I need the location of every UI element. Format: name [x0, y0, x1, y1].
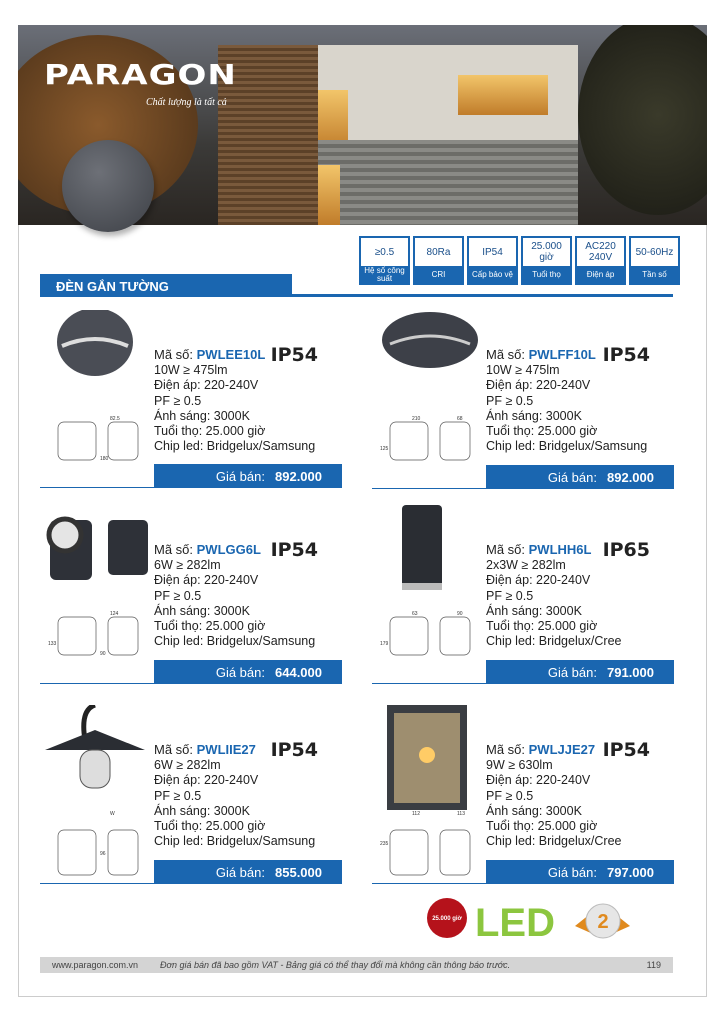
dimension-label: 179: [380, 641, 389, 647]
product-voltage: Điện áp: 220-240V: [154, 773, 259, 788]
product-chip: Chip led: Bridgelux/Samsung: [486, 439, 648, 454]
dimension-label: 124: [110, 611, 119, 617]
card-divider: [40, 683, 342, 684]
product-image: [40, 310, 152, 495]
ip-rating: IP54: [602, 739, 650, 761]
product-pf: PF ≥ 0.5: [154, 588, 202, 603]
card-divider: [372, 488, 674, 489]
card-divider: [372, 883, 674, 884]
product-code: Mã số: PWLIIE27: [154, 742, 256, 758]
spec-frequency: 50-60Hz Tần số: [629, 236, 680, 285]
spec-protection: IP54 Cấp bảo vệ: [467, 236, 518, 285]
product-code: Mã số: PWLEE10L: [154, 347, 266, 363]
paragon-logo: PARAGON: [44, 59, 237, 91]
section-title: ĐÈN GẮN TƯỜNG: [40, 274, 292, 296]
dimension-label: 63: [412, 611, 418, 617]
product-power: 10W ≥ 475lm: [154, 363, 228, 377]
wall-lamp-image: [62, 140, 154, 232]
dimension-label: 113: [457, 811, 465, 817]
product-chip: Chip led: Bridgelux/Cree: [486, 834, 622, 849]
dimension-label: 68: [457, 416, 463, 422]
product-light: Ánh sáng: 3000K: [486, 603, 582, 618]
price-value: 791.000: [607, 664, 654, 680]
badges: [425, 896, 675, 946]
product-code: Mã số: PWLGG6L: [154, 542, 261, 558]
product-image: [372, 705, 484, 890]
dimension-label: 210: [412, 416, 421, 422]
product-card: [40, 505, 342, 695]
product-image: [40, 505, 152, 690]
svg-text:2: 2: [597, 911, 609, 933]
product-chip: Chip led: Bridgelux/Samsung: [154, 439, 316, 454]
spec-voltage: AC220 240V Điện áp: [575, 236, 626, 285]
svg-text:25.000 giờ: 25.000 giờ: [432, 916, 462, 922]
product-power: 10W ≥ 475lm: [486, 363, 560, 377]
product-power: 9W ≥ 630lm: [486, 758, 553, 772]
dimension-label: 180: [100, 456, 109, 462]
product-specs: [154, 539, 342, 650]
dimension-label: 82.5: [110, 416, 120, 422]
product-card: [40, 310, 342, 500]
product-voltage: Điện áp: 220-240V: [486, 773, 591, 788]
price-value: 644.000: [275, 664, 322, 680]
product-card: [372, 705, 674, 895]
product-light: Ánh sáng: 3000K: [486, 408, 582, 423]
ip-rating: IP65: [602, 539, 650, 561]
price-value: 797.000: [607, 864, 654, 880]
spec-summary: [359, 236, 680, 285]
product-pf: PF ≥ 0.5: [486, 588, 534, 603]
technical-drawing: [390, 617, 470, 655]
product-specs: [486, 344, 674, 455]
product-chip: Chip led: Bridgelux/Samsung: [154, 634, 316, 649]
product-code: Mã số: PWLJJE27: [486, 742, 596, 758]
technical-drawing: [58, 830, 138, 875]
dimension-label: 133: [48, 641, 57, 647]
spec-lifetime: 25.000 giờ Tuổi thọ: [521, 236, 572, 285]
price-bar: Giá bán: 644.000: [154, 660, 342, 684]
price-bar: Giá bán: 791.000: [486, 660, 674, 684]
product-voltage: Điện áp: 220-240V: [486, 378, 591, 393]
house-image: [218, 45, 578, 225]
price-bar: Giá bán: 855.000: [154, 860, 342, 884]
technical-drawing: [390, 422, 470, 460]
price-bar: Giá bán: 892.000: [486, 465, 674, 489]
product-pf: PF ≥ 0.5: [154, 393, 202, 408]
price-value: 892.000: [607, 469, 654, 485]
warranty-badge-icon: [575, 904, 630, 938]
technical-drawing: [58, 617, 138, 655]
dimension-label: 96: [100, 851, 106, 857]
card-divider: [40, 487, 342, 488]
product-image: [372, 310, 484, 495]
spec-power-factor: ≥0.5 Hệ số công suất: [359, 236, 410, 285]
card-divider: [40, 883, 342, 884]
spec-cri: 80Ra CRI: [413, 236, 464, 285]
technical-drawing: [390, 830, 470, 875]
product-specs: [154, 344, 342, 455]
price-note: Đơn giá bán đã bao gồm VAT - Bảng giá có thể thay đổi mà không cần thông báo trước.: [160, 960, 511, 970]
product-image: [372, 505, 484, 690]
product-life: Tuổi thọ: 25.000 giờ: [486, 619, 598, 634]
product-life: Tuổi thọ: 25.000 giờ: [154, 819, 266, 834]
dimension-label: 125: [380, 446, 389, 452]
brand-tagline: Chất lượng là tất cả: [146, 97, 227, 108]
website-link[interactable]: www.paragon.com.vn: [52, 960, 139, 970]
product-life: Tuổi thọ: 25.000 giờ: [154, 619, 266, 634]
dimension-label: W: [110, 811, 115, 817]
dimension-label: 235: [380, 841, 389, 847]
product-power: 6W ≥ 282lm: [154, 558, 221, 572]
product-card: [372, 310, 674, 500]
dimension-label: 112: [412, 811, 420, 817]
dimension-label: 90: [457, 611, 463, 617]
product-specs: [154, 739, 342, 850]
product-life: Tuổi thọ: 25.000 giờ: [154, 424, 266, 439]
lifetime-badge-icon: [427, 898, 467, 938]
section-divider: [40, 294, 673, 297]
product-pf: PF ≥ 0.5: [486, 788, 534, 803]
product-specs: [486, 739, 674, 850]
product-image: [40, 705, 152, 890]
price-value: 855.000: [275, 864, 322, 880]
product-specs: [486, 539, 674, 650]
price-value: 892.000: [275, 468, 322, 484]
product-pf: PF ≥ 0.5: [154, 788, 202, 803]
ip-rating: IP54: [270, 539, 318, 561]
product-light: Ánh sáng: 3000K: [154, 408, 250, 423]
led-logo: LED: [475, 901, 555, 945]
product-card: [40, 705, 342, 895]
product-chip: Chip led: Bridgelux/Cree: [486, 634, 622, 649]
product-life: Tuổi thọ: 25.000 giờ: [486, 819, 598, 834]
card-divider: [372, 683, 674, 684]
product-life: Tuổi thọ: 25.000 giờ: [486, 424, 598, 439]
product-light: Ánh sáng: 3000K: [154, 603, 250, 618]
price-bar: Giá bán: 797.000: [486, 860, 674, 884]
page-number: 119: [646, 960, 661, 970]
technical-drawing: [58, 422, 138, 460]
product-voltage: Điện áp: 220-240V: [154, 573, 259, 588]
ip-rating: IP54: [270, 739, 318, 761]
footer-bar: [40, 957, 673, 973]
ip-rating: IP54: [270, 344, 318, 366]
product-code: Mã số: PWLHH6L: [486, 542, 592, 558]
product-voltage: Điện áp: 220-240V: [486, 573, 591, 588]
product-card: [372, 505, 674, 695]
product-light: Ánh sáng: 3000K: [486, 803, 582, 818]
product-pf: PF ≥ 0.5: [486, 393, 534, 408]
product-code: Mã số: PWLFF10L: [486, 347, 596, 363]
product-power: 2x3W ≥ 282lm: [486, 558, 566, 572]
ip-rating: IP54: [602, 344, 650, 366]
product-light: Ánh sáng: 3000K: [154, 803, 250, 818]
dimension-label: 90: [100, 651, 106, 657]
tree-image: [578, 25, 707, 215]
product-voltage: Điện áp: 220-240V: [154, 378, 259, 393]
price-bar: Giá bán: 892.000: [154, 464, 342, 488]
product-chip: Chip led: Bridgelux/Samsung: [154, 834, 316, 849]
product-power: 6W ≥ 282lm: [154, 758, 221, 772]
